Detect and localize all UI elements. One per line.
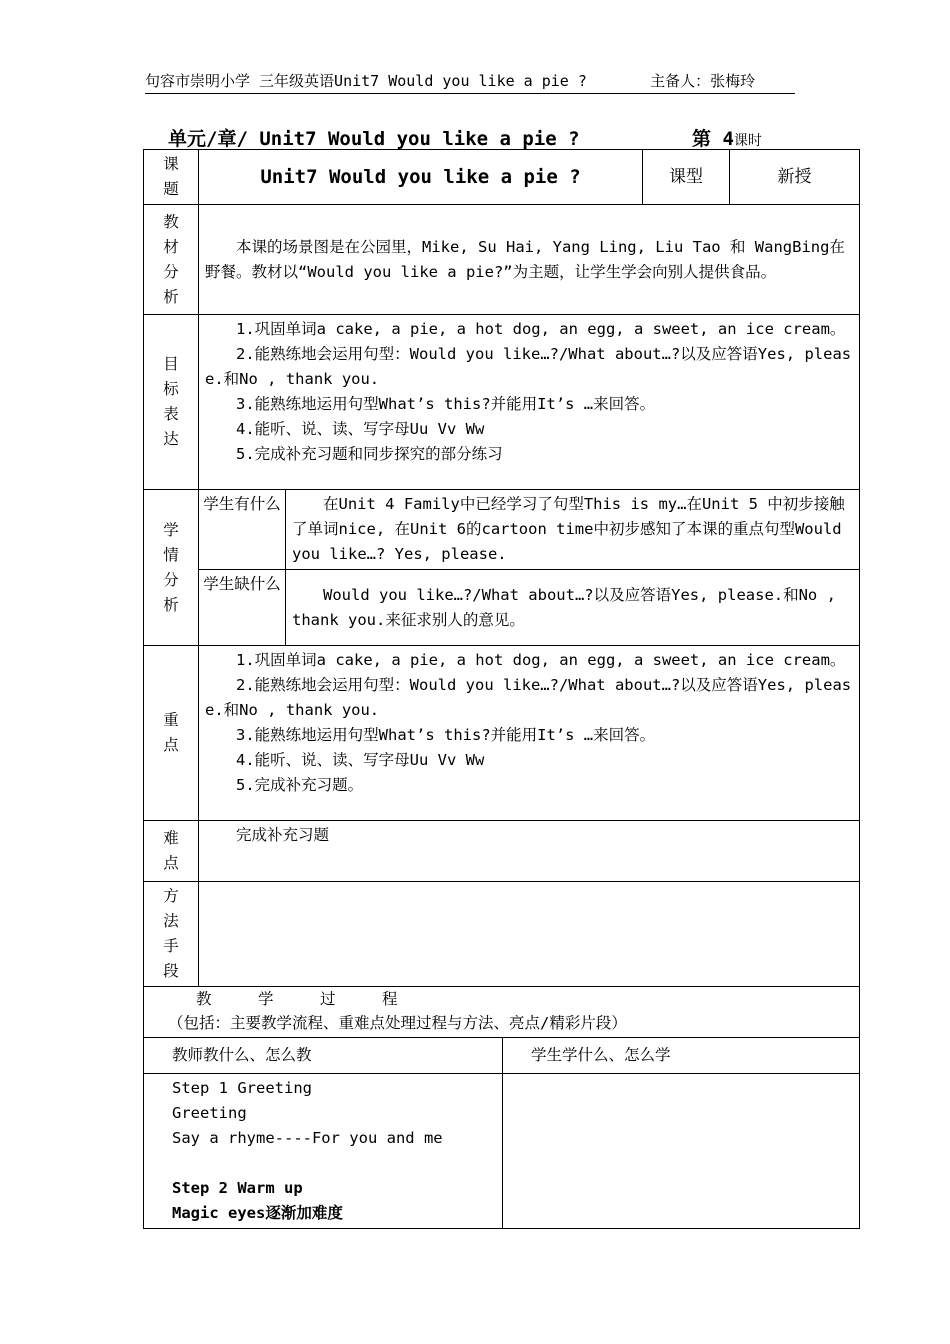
topic-value: Unit7 Would you like a pie ? bbox=[199, 150, 643, 205]
material-text: 本课的场景图是在公园里，Mike, Su Hai, Yang Ling, Liu Tao 和 WangBing在野餐。教材以“Would you like a pie?”为主题，让学生学会向别人提供食品。 bbox=[199, 205, 860, 315]
difficult-text: 完成补充习题 bbox=[199, 821, 860, 882]
method-text bbox=[199, 882, 860, 987]
page-header bbox=[145, 70, 795, 94]
key-point-item: 2.能熟练地会运用句型：Would you like…?/What about…?以及应答语Yes, please.和No , thank you. bbox=[205, 676, 852, 719]
label-difficult: 难点 bbox=[144, 821, 199, 882]
label-type: 课型 bbox=[643, 150, 730, 205]
key-point-item: 1.巩固单词a cake, a pie, a hot dog, an egg, a sweet, an ice cream。 bbox=[236, 651, 846, 669]
type-value: 新授 bbox=[730, 150, 860, 205]
goal-item: 1.巩固单词a cake, a pie, a hot dog, an egg, a sweet, an ice cream。 bbox=[236, 320, 846, 338]
student-column-header: 学生学什么、怎么学 bbox=[503, 1038, 860, 1074]
goal-item: 4.能听、说、读、写字母Uu Vv Ww bbox=[236, 420, 485, 438]
label-key: 重点 bbox=[144, 646, 199, 821]
lesson-plan-table bbox=[143, 149, 860, 1229]
unit-title: 单元/章/ Unit7 Would you like a pie ? bbox=[168, 128, 580, 150]
teacher-column-header: 教师教什么、怎么教 bbox=[144, 1038, 503, 1074]
header-preparer: 主备人：张梅玲 bbox=[650, 72, 756, 90]
goals-list bbox=[199, 315, 860, 490]
key-points-list bbox=[199, 646, 860, 821]
step-line: Say a rhyme----For you and me bbox=[172, 1129, 443, 1147]
lesson-prefix: 第 4 bbox=[692, 128, 734, 150]
label-material: 教材分析 bbox=[144, 205, 199, 315]
process-header bbox=[144, 987, 860, 1038]
step-line: Step 1 Greeting bbox=[172, 1079, 312, 1097]
goal-item: 3.能熟练地运用句型What’s this?并能用It’s …来回答。 bbox=[236, 395, 656, 413]
lesson-number bbox=[692, 124, 762, 151]
lack-text: Would you like…?/What about…?以及应答语Yes, please.和No , thank you.来征求别人的意见。 bbox=[286, 570, 860, 646]
key-point-item: 4.能听、说、读、写字母Uu Vv Ww bbox=[236, 751, 485, 769]
label-topic: 课题 bbox=[144, 150, 199, 205]
have-text: 在Unit 4 Family中已经学习了句型This is my…在Unit 5 中初步接触了单词nice, 在Unit 6的cartoon time中初步感知了本课的重点句型Would you like…? Yes, please. bbox=[286, 490, 860, 570]
label-have: 学生有什么 bbox=[199, 490, 286, 570]
step-line: Greeting bbox=[172, 1104, 247, 1122]
label-method: 方法手段 bbox=[144, 882, 199, 987]
student-activities bbox=[503, 1074, 860, 1229]
label-goals: 目标表达 bbox=[144, 315, 199, 490]
key-point-item: 5.完成补充习题。 bbox=[236, 776, 364, 794]
step-line: Step 2 Warm up bbox=[172, 1179, 303, 1197]
goal-item: 2.能熟练地会运用句型：Would you like…?/What about…?以及应答语Yes, please.和No , thank you. bbox=[205, 345, 852, 388]
process-note: （包括：主要教学流程、重难点处理过程与方法、亮点/精彩片段） bbox=[168, 1014, 627, 1032]
unit-line bbox=[168, 124, 762, 151]
label-lack: 学生缺什么 bbox=[199, 570, 286, 646]
goal-item: 5.完成补充习题和同步探究的部分练习 bbox=[236, 445, 503, 463]
label-situation: 学情分析 bbox=[144, 490, 199, 646]
header-title: 句容市崇明小学 三年级英语Unit7 Would you like a pie ? bbox=[145, 72, 587, 90]
step-line: Magic eyes逐渐加难度 bbox=[172, 1204, 343, 1222]
key-point-item: 3.能熟练地运用句型What’s this?并能用It’s …来回答。 bbox=[236, 726, 656, 744]
lesson-suffix: 课时 bbox=[733, 133, 762, 149]
step-line bbox=[172, 1151, 496, 1176]
teacher-steps bbox=[144, 1074, 503, 1229]
process-title: 教学过程 bbox=[196, 990, 445, 1008]
